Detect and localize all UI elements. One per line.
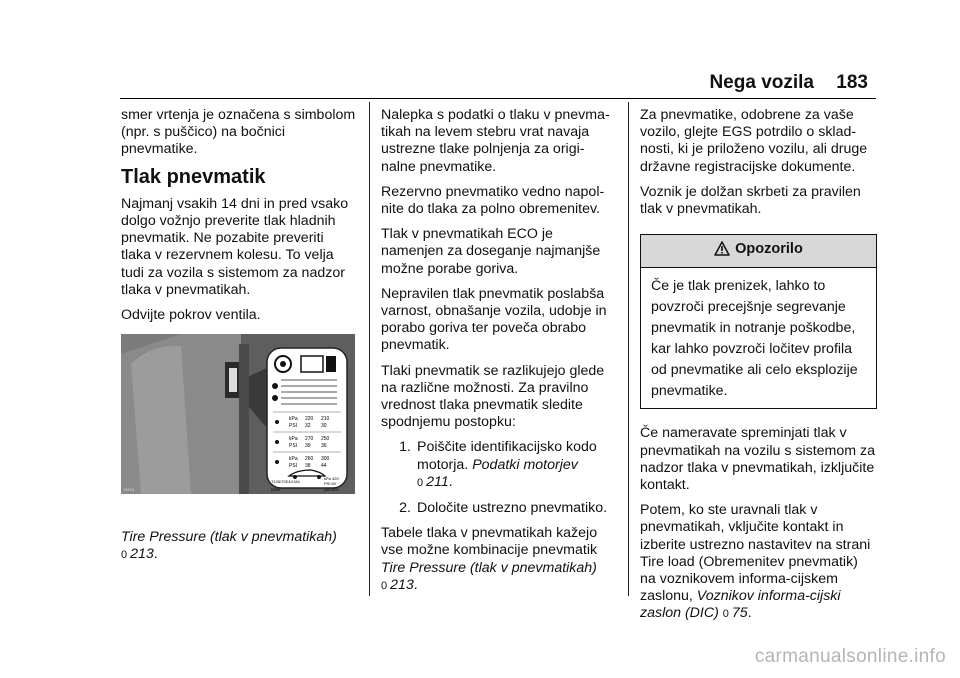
label-unit: kPa bbox=[289, 416, 298, 423]
paragraph: Odvijte pokrov ventila. bbox=[121, 307, 261, 324]
dic-page-link[interactable]: 75 bbox=[731, 605, 748, 622]
page-number: 183 bbox=[836, 72, 868, 93]
paragraph: Voznik je dolžan skrbeti za pravilen tlak v pnevmatikah. bbox=[640, 183, 861, 218]
warning-body: Če je tlak prenizek, lahko to povzroči precejšnje segrevanje pnevmatik in notranje poškodbe, kar lahko povzroči ločitev profila od pnevmatike ali celo eksplozije pnevmatike. bbox=[651, 278, 858, 400]
label-unit: kPa bbox=[289, 456, 298, 463]
label-unit: PSI bbox=[289, 443, 298, 450]
paragraph: Nalepka s podatki o tlaku v pnevma-tikah na levem stebru vrat navaja ustrezne tlake polnjenja za origi-nalne pnevmatike. bbox=[381, 107, 610, 175]
label-spare-size: T105/70D14 M4 bbox=[271, 479, 300, 485]
paragraph: Za pnevmatike, odobrene za vaše vozilo, glejte EGS potrdilo o sklad-nosti, ki je priloženo vozilu, ali druge državne registracijske dokumente. bbox=[640, 107, 868, 175]
dic-ref-link[interactable]: Voznikov informa-cijski zaslon (DIC) bbox=[640, 588, 841, 622]
label-value: 39 bbox=[305, 443, 311, 450]
step-ref-link[interactable]: Podatki motorjev bbox=[472, 456, 578, 473]
door-pillar-illustration bbox=[121, 334, 355, 494]
label-value: 270 bbox=[305, 436, 314, 443]
ref-dot: . bbox=[413, 576, 418, 593]
page-ref-icon: 0 bbox=[722, 608, 729, 621]
label-value: 260 bbox=[305, 456, 314, 463]
paragraph bbox=[640, 502, 877, 623]
list-item bbox=[381, 439, 615, 492]
paragraph-text: Tabele tlaka v pnevmatikah kažejo vse možne kombinacije pnevmatik bbox=[381, 525, 598, 559]
column-2 bbox=[381, 107, 615, 603]
step-number: 1. bbox=[399, 439, 411, 456]
step-number: 2. bbox=[399, 500, 411, 517]
page-header bbox=[0, 72, 960, 100]
label-value: 38 bbox=[305, 463, 311, 470]
column-divider bbox=[628, 102, 629, 596]
caption-text: Tire Pressure (tlak v pnevmatikah) bbox=[121, 529, 337, 546]
paragraph: Najmanj vsakih 14 dni in pred vsako dolgo vožnjo preverite tlak hladnih pnevmatik. Ne pozabite preveriti tlaka v rezervnem kolesu. To velja tudi za vozila s sistemom za nadzor tlaka v pnevmatikah. bbox=[121, 195, 349, 298]
warning-triangle-icon bbox=[714, 241, 730, 261]
label-value: 220 bbox=[305, 416, 314, 423]
step-body: Poiščite identifikacijsko kodo motorja. bbox=[417, 439, 597, 473]
step-body: Določite ustrezno pnevmatiko. bbox=[417, 500, 608, 517]
label-spare-kpa: kPa 420 bbox=[324, 476, 339, 482]
page-ref-icon: 0 bbox=[417, 476, 424, 489]
warning-title: Opozorilo bbox=[735, 241, 803, 258]
figure-caption bbox=[121, 529, 357, 564]
paragraph: Rezervno pnevmatiko vedno napol-nite do tlaka za polno obremenitev. bbox=[381, 183, 605, 218]
figure-code: 19194 bbox=[123, 487, 135, 493]
ref-dot: . bbox=[747, 605, 752, 622]
caption-ref-dot: . bbox=[153, 546, 158, 563]
caption-page-link[interactable]: 213 bbox=[130, 546, 154, 563]
paragraph: Tlaki pnevmatik se razlikujejo glede na različne možnosti. Za pravilno vrednost tlaka pnevmatik sledite spodnjemu postopku: bbox=[381, 362, 605, 431]
column-divider bbox=[369, 102, 370, 596]
step-page-link[interactable]: 211 bbox=[426, 473, 449, 490]
paragraph: smer vrtenja je označena s simbolom (npr. s puščico) na bočnici pnevmatike. bbox=[121, 107, 356, 158]
label-spare-psi: PSI 60 bbox=[324, 481, 337, 487]
header-rule bbox=[120, 98, 876, 99]
label-value: 36 bbox=[321, 443, 327, 450]
paragraph: Nepravilen tlak pnevmatik poslabša varnost, obnašanje vozila, udobje in porabo goriva ter poveča obrabo pnevmatik. bbox=[381, 285, 607, 354]
list-item bbox=[381, 500, 615, 517]
column-3 bbox=[640, 107, 877, 632]
label-value: 44 bbox=[321, 463, 327, 470]
label-value: 210 bbox=[321, 416, 330, 423]
paragraph: Tlak v pnevmatikah ECO je namenjen za doseganje najmanjše možne porabe goriva. bbox=[381, 226, 601, 277]
step-text bbox=[417, 439, 615, 492]
label-value: 32 bbox=[305, 423, 311, 430]
paragraph-text: Potem, ko ste uravnali tlak v pnevmatikah, vključite kontakt in izberite ustrezno nastavitev na strani Tire load (Obremenitev pnevmatik) na voznikovem informa-cijskem zaslonu, bbox=[640, 502, 871, 605]
section-heading: Tlak pnevmatik bbox=[121, 165, 266, 188]
tire-pressure-label-figure bbox=[121, 334, 355, 494]
label-value: 30 bbox=[321, 423, 327, 430]
section-title: Nega vozila bbox=[709, 72, 814, 93]
watermark: carmanualsonline.info bbox=[754, 646, 946, 667]
tire-pressure-ref-link[interactable]: Tire Pressure (tlak v pnevmatikah) bbox=[381, 559, 597, 576]
column-1 bbox=[121, 107, 357, 565]
label-footer-code: DD50 bbox=[271, 488, 280, 493]
label-unit: PSI bbox=[289, 423, 298, 430]
label-unit: kPa bbox=[289, 436, 298, 443]
label-footer-ref: pdo 0276 bbox=[324, 488, 339, 493]
page-ref-icon: 0 bbox=[381, 579, 388, 592]
label-value: 250 bbox=[321, 436, 330, 443]
tire-pressure-page-link[interactable]: 213 bbox=[390, 576, 414, 593]
label-unit: PSI bbox=[289, 463, 298, 470]
step-ref-dot: . bbox=[448, 473, 453, 490]
warning-header bbox=[641, 235, 876, 268]
label-value: 300 bbox=[321, 456, 330, 463]
page-ref-icon: 0 bbox=[121, 549, 128, 562]
paragraph: Če nameravate spreminjati tlak v pnevmatikah na vozilu s sistemom za nadzor tlaka v pnevmatikah, izključite kontakt. bbox=[640, 425, 875, 494]
paragraph bbox=[381, 525, 615, 595]
warning-box bbox=[640, 234, 877, 409]
